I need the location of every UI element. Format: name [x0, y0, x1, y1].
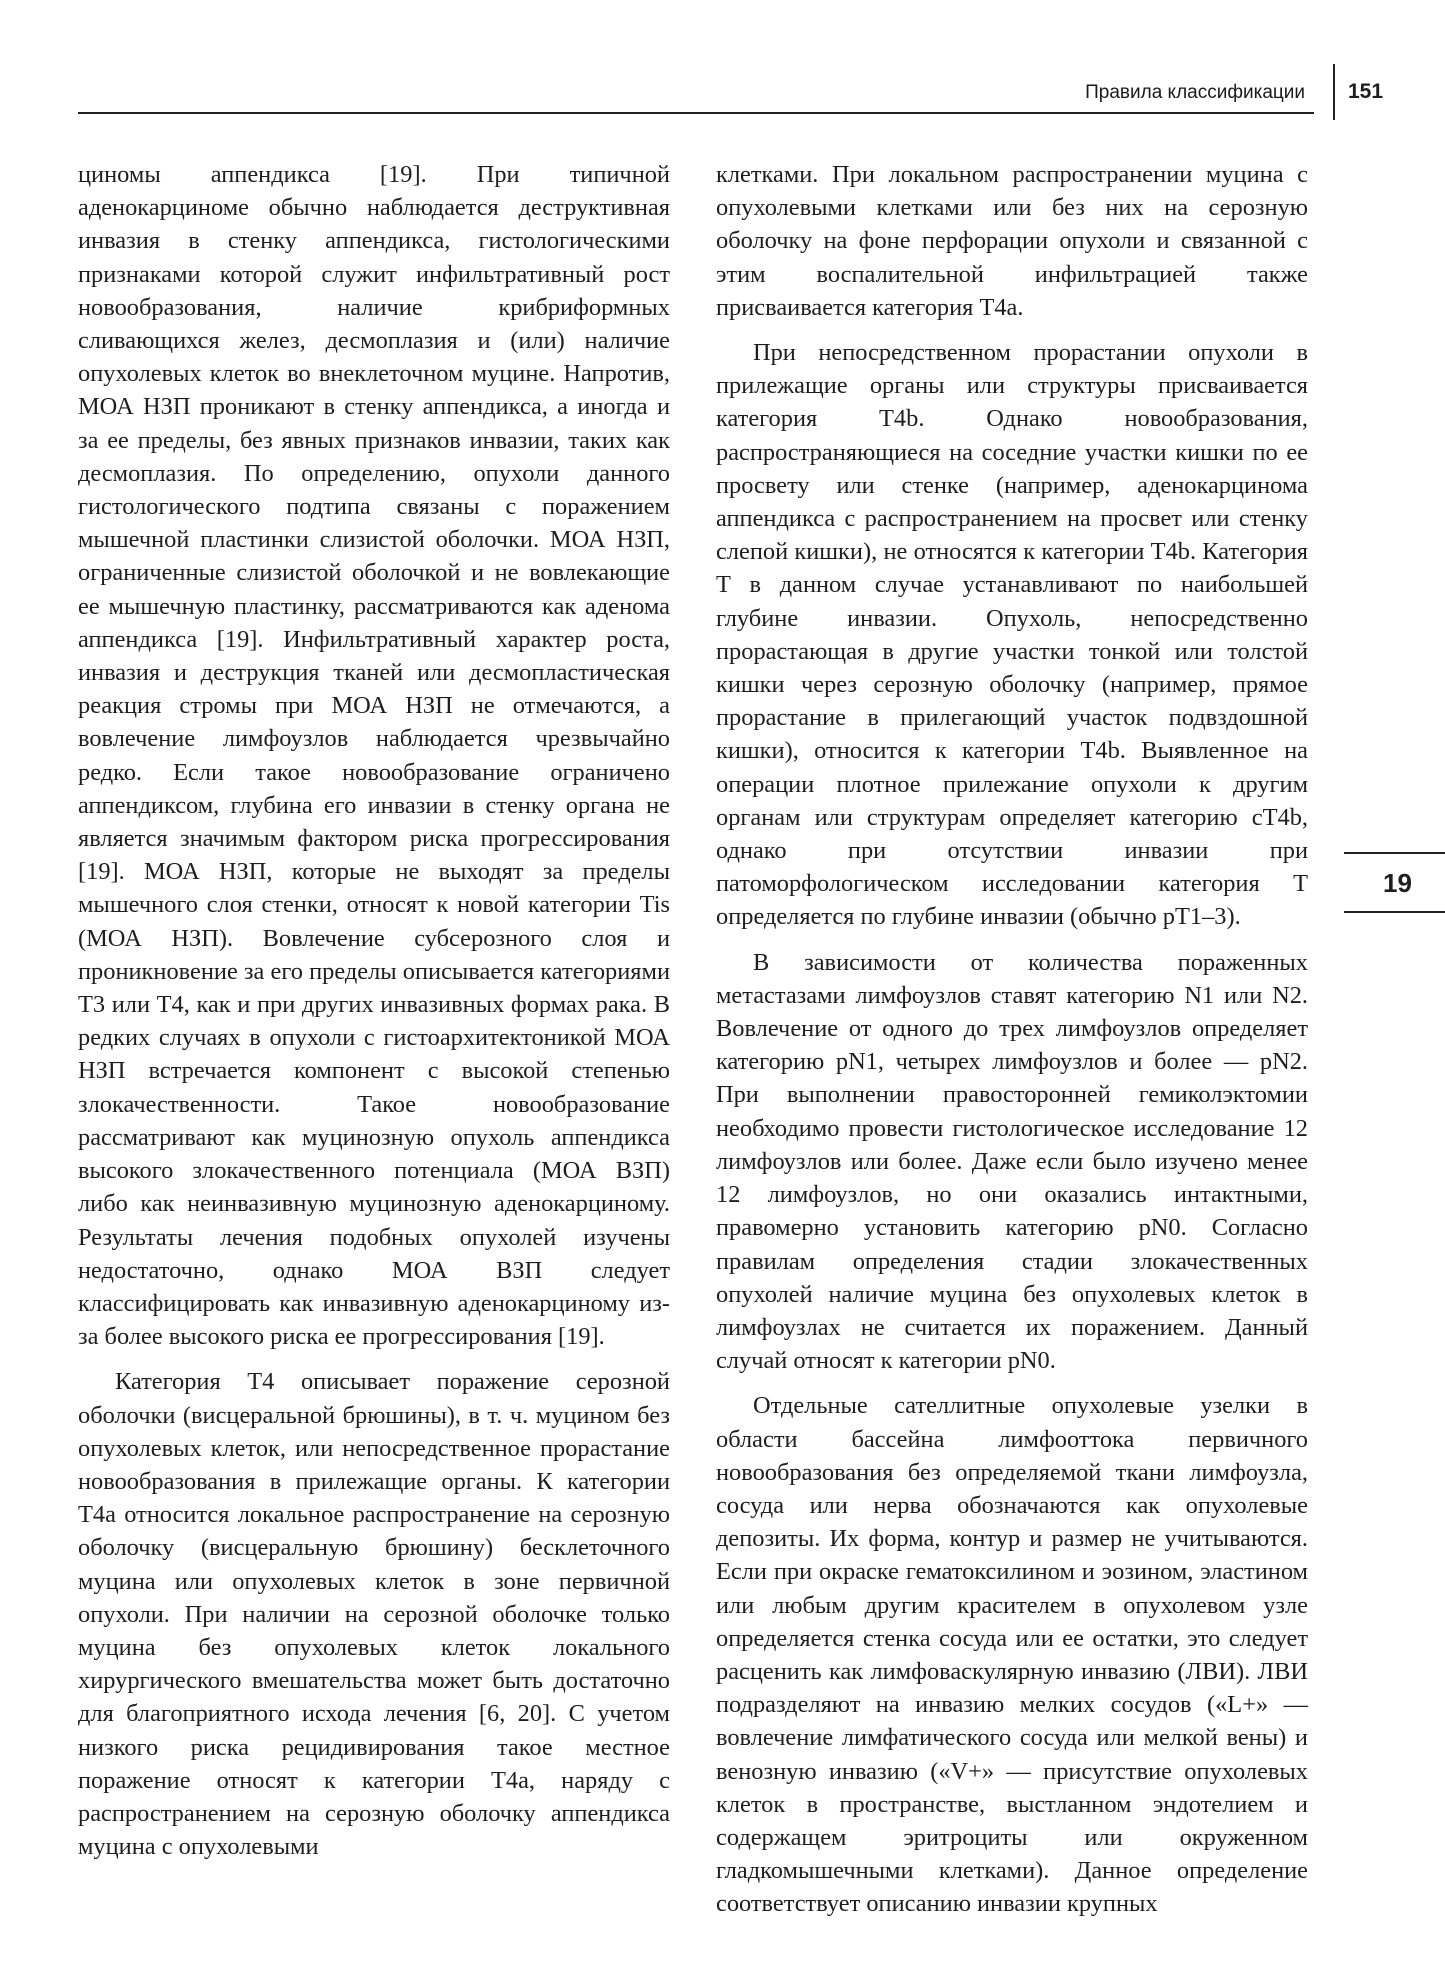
- page-number-divider: [1333, 64, 1335, 120]
- chapter-tab-top-rule: [1344, 852, 1445, 854]
- left-text-column: [78, 158, 670, 1875]
- paragraph: В зависимости от количества пораженных метастазами лимфоузлов ставят категорию N1 или N2. Вовлечение от одного до трех лимфоузлов определяет категорию pN1, четырех лимфоузлов и более — pN2. При выполнении правосторонней гемиколэктомии необходимо провести гистологическое исследование 12 лимфоузлов или более. Даже если было изучено менее 12 лимфоузлов, но они оказались интактными, правомерно установить категорию pN0. Согласно правилам определения стадии злокачественных опухолей наличие муцина без опухолевых клеток в лимфоузлах не считается их поражением. Данный случай относят к категории pN0.: [716, 948, 1308, 1375]
- paragraph: клетками. При локальном распространении муцина с опухолевыми клетками или без них на серозную оболочку на фоне перфорации опухоли и связанной с этим воспалительной инфильтрацией также присваивается категория Т4а.: [716, 161, 1308, 321]
- paragraph: циномы аппендикса [19]. При типичной аденокарциноме обычно наблюдается деструктивная инвазия в стенку аппендикса, гистологическими признаками которой служит инфильтративный рост новообразования, наличие крибриформных сливающихся желез, десмоплазия и (или) наличие опухолевых клеток во внеклеточном муцине. Напротив, МОА НЗП проникают в стенку аппендикса, а иногда и за ее пределы, без явных признаков инвазии, таких как десмоплазия. По определению, опухоли данного гистологического подтипа связаны с поражением мышечной пластинки слизистой оболочки. МОА НЗП, ограниченные слизистой оболочкой и не вовлекающие ее мышечную пластинку, рассматриваются как аденома аппендикса [19]. Инфильтративный характер роста, инвазия и деструкция тканей или десмопластическая реакция стромы при МОА НЗП не отмечаются, а вовлечение лимфоузлов наблюдается чрезвычайно редко. Если такое новообразование ограничено аппендиксом, глубина его инвазии в стенку органа не является значимым фактором риска прогрессирования [19]. МОА НЗП, которые не выходят за пределы мышечного слоя стенки, относят к новой категории Tis (МОА НЗП). Вовлечение субсерозного слоя и проникновение за его пределы описывается категориями Т3 или Т4, как и при других инвазивных формах рака. В редких случаях в опухоли с гистоархитектоникой МОА НЗП встречается компонент с высокой степенью злокачественности. Такое новообразование рассматривают как муцинозную опухоль аппендикса высокого злокачественного потенциала (МОА ВЗП) либо как неинвазивную муцинозную аденокарциному. Результаты лечения подобных опухолей изучены недостаточно, однако МОА ВЗП следует классифицировать как инвазивную аденокарциному из-за более высокого риска ее прогрессирования [19].: [78, 161, 670, 1351]
- paragraph: При непосредственном прорастании опухоли в прилежащие органы или структуры присваивается категория Т4b. Однако новообразования, распространяющиеся на соседние участки кишки по ее просвету или стенке (например, аденокарцинома аппендикса с распространением на просвет или стенку слепой кишки), не относятся к категории Т4b. Категория Т в данном случае устанавливают по наибольшей глубине инвазии. Опухоль, непосредственно прорастающая в другие участки тонкой или толстой кишки через серозную оболочку (например, прямое прорастание в прилегающий участок подвздошной кишки), относится к категории Т4b. Выявленное на операции плотное прилежание опухоли к другим органам или структурам определяет категорию сТ4b, однако при отсутствии инвазии при патоморфологическом исследовании категория Т определяется по глубине инвазии (обычно рТ1–3).: [716, 339, 1308, 931]
- chapter-tab-number: 19: [1383, 868, 1412, 898]
- chapter-tab-bottom-rule: [1344, 911, 1445, 913]
- running-header-title: Правила классификации: [1085, 82, 1305, 103]
- header-rule: [78, 112, 1314, 114]
- page-number: 151: [1348, 80, 1384, 103]
- right-text-column: [716, 158, 1308, 1933]
- paragraph: Отдельные сателлитные опухолевые узелки в области бассейна лимфооттока первичного новообразования без определяемой ткани лимфоузла, сосуда или нерва обозначаются как опухолевые депозиты. Их форма, контур и размер не учитываются. Если при окраске гематоксилином и эозином, эластином или любым другим красителем в опухолевом узле определяется стенка сосуда или ее остатки, это следует расценить как лимфоваскулярную инвазию (ЛВИ). ЛВИ подразделяют на инвазию мелких сосудов («L+» — вовлечение лимфатического сосуда или мелкой вены) и венозную инвазию («V+» — присутствие опухолевых клеток в пространстве, выстланном эндотелием и содержащем эритроциты или окруженном гладкомышечными клетками). Данное определение соответствует описанию инвазии крупных: [716, 1392, 1308, 1918]
- paragraph: Категория Т4 описывает поражение серозной оболочки (висцеральной брюшины), в т. ч. муцином без опухолевых клеток, или непосредственное прорастание новообразования в прилежащие органы. К категории Т4а относится локальное распространение на серозную оболочку (висцеральную брюшину) бесклеточного муцина или опухолевых клеток в зоне первичной опухоли. При наличии на серозной оболочке только муцина без опухолевых клеток локального хирургического вмешательства может быть достаточно для благоприятного исхода лечения [6, 20]. С учетом низкого риска рецидивирования такое местное поражение относят к категории Т4а, наряду с распространением на серозную оболочку аппендикса муцина с опухолевыми: [78, 1368, 670, 1861]
